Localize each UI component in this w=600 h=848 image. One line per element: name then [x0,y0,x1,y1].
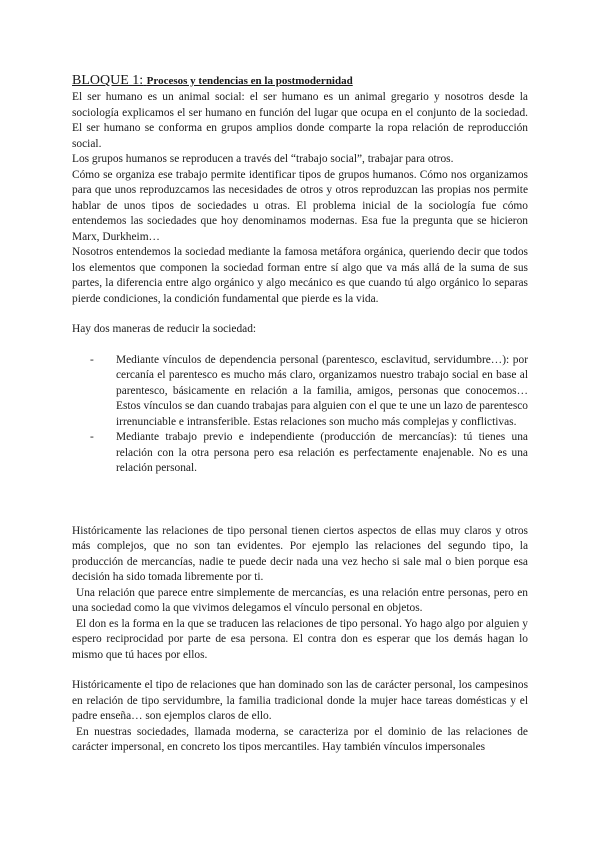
paragraph-5: Hay dos maneras de reducir la sociedad: [72,323,257,335]
document-page [72,72,528,756]
paragraph-3: Cómo se organiza ese trabajo permite identificar tipos de grupos humanos. Cómo nos organizamos para que unos reproduzcamos las necesidades de otros y otros reproduzcan las propias nos permite hablar de unos tipos de sociedades u otras. El problema inicial de la sociología fue cómo entendemos las sociedades que hoy denominamos modernas. Esa fue la pregunta que se hicieron Marx, Durkheim… [72,168,528,243]
spacer [72,477,528,524]
paragraph-9: Históricamente el tipo de relaciones que han dominado son las de carácter personal, los campesinos en relación de tipo servidumbre, la familia tradicional donde la mujer hace tareas domésticas y el padre enseña… son ejemplos claros de ello. [72,679,528,722]
spacer [72,663,528,678]
paragraph-7: Una relación que parece entre simplemente de mercancías, es una relación entre personas, pero en una sociedad como la que vivimos delegamos el vínculo personal en objetos. [72,586,528,614]
dash-list [72,353,528,477]
list-item: - Mediante vínculos de dependencia personal (parentesco, esclavitud, servidumbre…): por cercanía el parentesco es mucho más claro, organizamos nuestro trabajo social en base al parentesco, básicamente en relación a la familia, amigos, personas que conocemos… Estos vínculos se dan cuando trabajas para alguien con el que te une un lazo de parentesco irrenunciable e intransferible. Estas relaciones son mucho más complejas y conflictivas. [116,353,528,431]
paragraph-10: En nuestras sociedades, llamada moderna, se caracteriza por el dominio de las relaciones de carácter impersonal, en concreto los tipos mercantiles. Hay también vínculos impersonales [72,725,528,753]
paragraph-2: Los grupos humanos se reproducen a través del “trabajo social”, trabajar para otros. [72,153,454,165]
paragraph-6: Históricamente las relaciones de tipo personal tienen ciertos aspectos de ellas muy claros y otros más complejos, que no son tan evidentes. Por ejemplo las relaciones del segundo tipo, la producción de mercancías, nadie te puede decir nada una vez hecho si sale mal o bien porque esa decisión ha sido tomada libremente por ti. [72,524,528,583]
paragraph-4: Nosotros entendemos la sociedad mediante la famosa metáfora orgánica, queriendo decir que todos los elementos que componen la sociedad forman entre sí algo que va más allá de la suma de sus partes, la diferencia entre algo orgánico y algo mecánico es que cuando tú algo orgánico lo separas pierde condiciones, la condición fundamental que pierde es la vida. [72,246,528,305]
paragraph-1: El ser humano es un animal social: el ser humano es un animal gregario y nosotros desde la sociología explicamos el ser humano en función del lugar que ocupa en el conjunto de la sociedad. El ser humano se conforma en grupos amplios donde comparte la ropa relación de reproducción social. [72,91,528,150]
paragraph-8: El don es la forma en la que se traducen las relaciones de tipo personal. Yo hago algo por alguien y espero reciprocidad por parte de esa persona. El contra don es esperar que los demás hagan lo mismo que tú haces por ellos. [72,617,528,661]
document-title [72,72,528,90]
title-subtitle: Procesos y tendencias en la postmodernidad [146,75,353,87]
spacer [72,307,528,322]
list-item: - Mediante trabajo previo e independiente (producción de mercancías): tú tienes una relación con la otra persona pero esa relación es perfectamente enajenable. No es una relación personal. [116,430,528,477]
title-main: BLOQUE 1: [72,73,144,88]
spacer [72,338,528,353]
